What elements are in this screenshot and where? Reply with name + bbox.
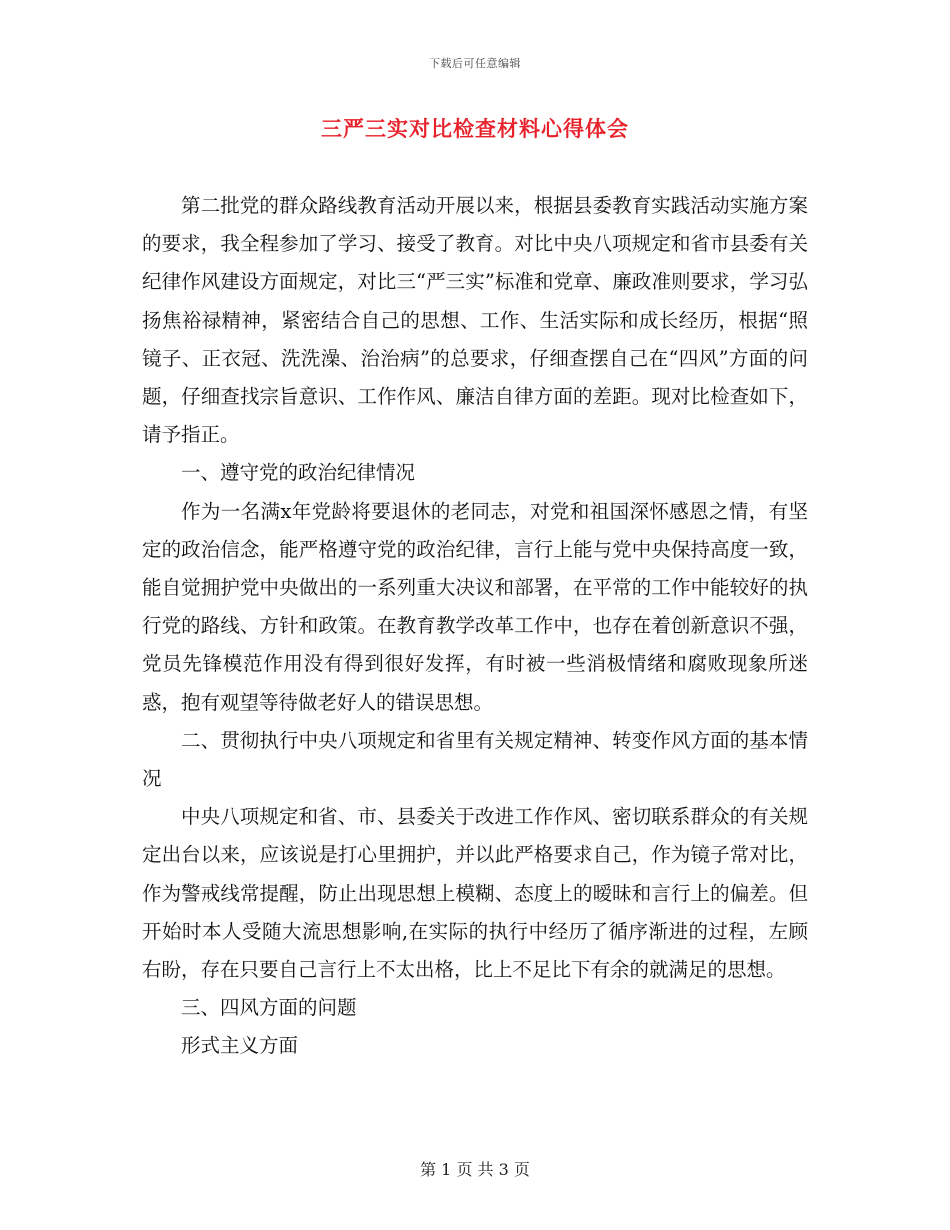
- section-heading-2: 二、贯彻执行中央八项规定和省里有关规定精神、转变作风方面的基本情况: [142, 728, 808, 791]
- document-body: [142, 187, 808, 1066]
- section-heading-3: 三、四风方面的问题: [181, 996, 357, 1020]
- section-heading-1: 一、遵守党的政治纪律情况: [181, 461, 416, 485]
- body-paragraph-intro: 第二批党的群众路线教育活动开展以来，根据县委教育实践活动实施方案的要求，我全程参加了学习、接受了教育。对比中央八项规定和省市县委有关纪律作风建设方面规定，对比三“严三实”标准和党章、廉政准则要求，学习弘扬焦裕禄精神，紧密结合自己的思想、工作、生活实际和成长经历，根据“照镜子、正衣冠、洗洗澡、治治病”的总要求，仔细查摆自己在“四风”方面的问题，仔细查找宗旨意识、工作作风、廉洁自律方面的差距。现对比检查如下，请予指正。: [142, 194, 808, 447]
- document-title: 三严三实对比检查材料心得体会: [321, 116, 629, 141]
- page-footer: 第 1 页 共 3 页: [420, 1160, 530, 1179]
- body-paragraph-1: 作为一名满x年党龄将要退休的老同志，对党和祖国深怀感恩之情，有坚定的政治信念，能严格遵守党的政治纪律，言行上能与党中央保持高度一致，能自觉拥护党中央做出的一系列重大决议和部署，在平常的工作中能较好的执行党的路线、方针和政策。在教育教学改革工作中，也存在着创新意识不强，党员先锋模范作用没有得到很好发挥，有时被一些消极情绪和腐败现象所迷惑，抱有观望等待做老好人的错误思想。: [142, 499, 808, 714]
- body-paragraph-2: 中央八项规定和省、市、县委关于改进工作作风、密切联系群众的有关规定出台以来，应该说是打心里拥护，并以此严格要求自己，作为镜子常对比，作为警戒线常提醒，防止出现思想上模糊、态度上的暧昧和言行上的偏差。但开始时本人受随大流思想影响,在实际的执行中经历了循序渐进的过程，左顾右盼，存在只要自己言行上不太出格，比上不足比下有余的就满足的思想。: [142, 805, 808, 982]
- subsection-heading: 形式主义方面: [181, 1034, 299, 1058]
- header-note: 下载后可任意编辑: [429, 57, 521, 70]
